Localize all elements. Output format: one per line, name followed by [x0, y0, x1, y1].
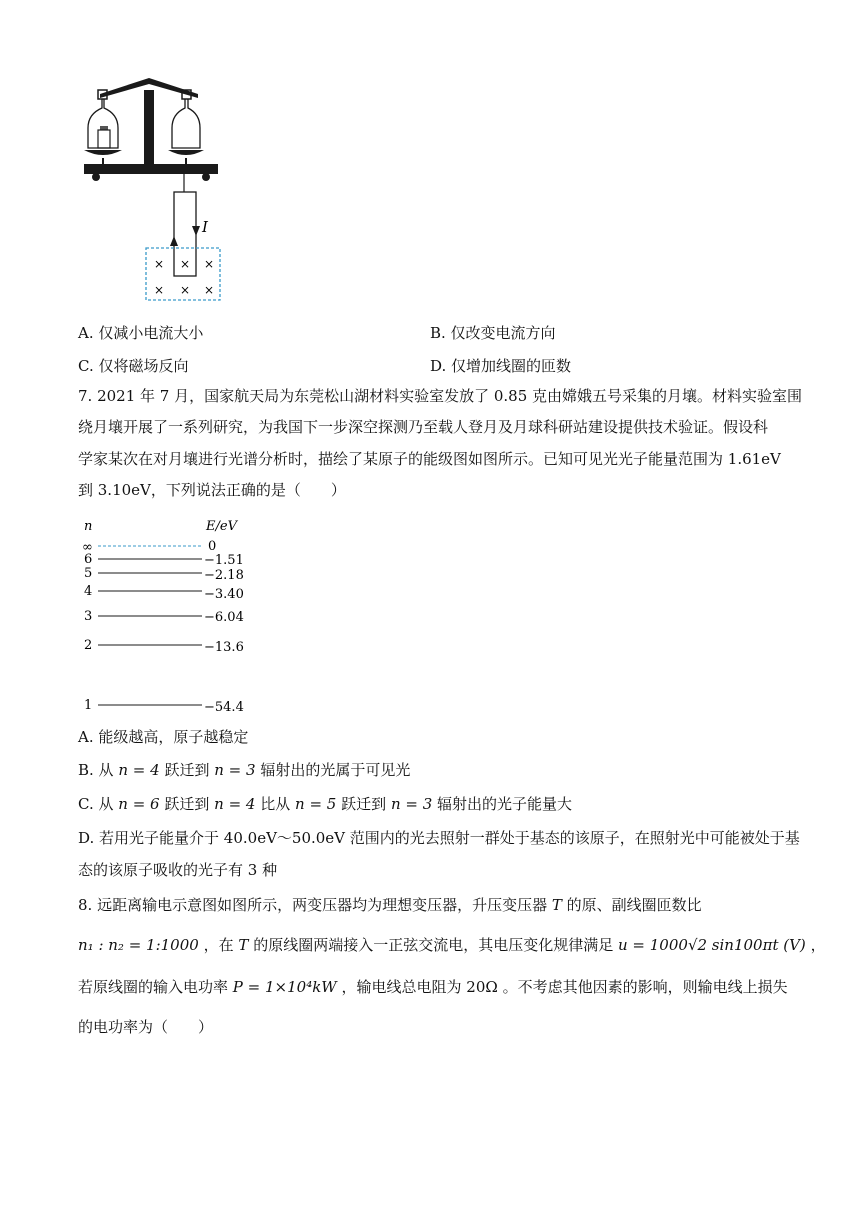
q7-stem-line-2: 绕月壤开展了一系列研究，为我国下一步深空探测乃至载人登月及月球科研站建设提供技术验证。假设科	[78, 418, 769, 436]
q7-option-b-level-1: n = 4	[118, 761, 160, 779]
q7-stem-line-1: 7. 2021 年 7 月，国家航天局为东莞松山湖材料实验室发放了 0.85 克由嫦娥五号采集的月壤。材料实验室围	[78, 387, 803, 405]
energy-header: E/eV	[206, 519, 237, 534]
q8-stem-line-3	[78, 976, 788, 998]
q8-line-2-c: ，	[810, 936, 826, 954]
q7-option-c	[78, 793, 572, 815]
q8-line-3-pre: 若原线圈的输入电功率	[78, 978, 229, 996]
q7-option-b-pre: B. 从	[78, 761, 114, 779]
level-e-4: −3.40	[204, 587, 244, 602]
q8-line-3-mid: ，输电线总电阻为	[341, 978, 462, 996]
q8-line-3-post: 。不考虑其他因素的影响，则输电线上损失	[502, 978, 788, 996]
q8-line-resistance: 20Ω	[466, 978, 498, 996]
q7-option-a: A. 能级越高，原子越稳定	[78, 728, 249, 746]
q6-option-d: D. 仅增加线圈的匝数	[430, 357, 572, 375]
level-n-3: 3	[84, 609, 93, 624]
q7-option-c-level-3: n = 5	[295, 795, 337, 813]
level-n-5: 5	[84, 566, 93, 581]
q8-voltage-formula: u = 1000√2 sin100πt (V)	[618, 936, 806, 954]
q8-stem-line-4: 的电功率为（ ）	[78, 1018, 214, 1036]
q6-option-a: A. 仅减小电流大小	[78, 324, 204, 342]
q7-option-b	[78, 759, 410, 781]
q7-option-b-mid: 跃迁到	[164, 761, 210, 779]
level-e-inf: 0	[208, 539, 217, 554]
q6-option-b: B. 仅改变电流方向	[430, 324, 556, 342]
q7-option-c-level-1: n = 6	[118, 795, 160, 813]
level-e-1: −54.4	[204, 700, 244, 714]
q8-transformer-symbol: T	[551, 896, 562, 914]
q8-line-2-b: 的原线圈两端接入一正弦交流电，其电压变化规律满足	[253, 936, 614, 954]
level-e-6: −1.51	[204, 553, 244, 568]
level-e-2: −13.6	[204, 640, 244, 655]
q7-option-c-mid-1: 跃迁到	[164, 795, 210, 813]
field-symbol: ×	[180, 283, 191, 297]
q7-stem-line-4: 到 3.10eV，下列说法正确的是（ ）	[78, 481, 346, 499]
q7-option-d-line-2: 态的该原子吸收的光子有 3 种	[78, 861, 278, 879]
q8-line-1-post: 的原、副线圈匝数比	[566, 896, 702, 914]
q7-option-d-line-1: D. 若用光子能量介于 40.0eV～50.0eV 范围内的光去照射一群处于基态的该原子，在照射光中可能被处于基	[78, 829, 800, 847]
level-n-6: 6	[84, 552, 93, 567]
level-e-3: −6.04	[204, 610, 244, 625]
q7-stem-line-3: 学家某次在对月壤进行光谱分析时，描绘了某原子的能级图如图所示。已知可见光光子能量范围为 1.61eV	[78, 450, 781, 468]
q8-transformer-symbol-2: T	[238, 936, 249, 954]
field-symbol: ×	[154, 257, 165, 271]
level-n-inf: ∞	[82, 540, 93, 555]
level-n-4: 4	[84, 584, 93, 599]
field-symbol: ×	[204, 283, 215, 297]
q6-option-c: C. 仅将磁场反向	[78, 357, 189, 375]
q7-option-b-post: 辐射出的光属于可见光	[260, 761, 411, 779]
q8-input-power: P = 1×10⁴kW	[232, 978, 337, 996]
current-label: I	[202, 218, 208, 236]
level-n-2: 2	[84, 638, 93, 653]
q8-stem-line-1	[78, 894, 702, 916]
q7-option-c-level-2: n = 4	[214, 795, 256, 813]
q7-option-b-level-2: n = 3	[214, 761, 256, 779]
q7-option-c-post: 辐射出的光子能量大	[437, 795, 573, 813]
q7-option-c-level-4: n = 3	[390, 795, 433, 813]
q7-option-c-mid-2: 比从	[260, 795, 291, 813]
energy-level-diagram	[80, 514, 270, 714]
n-header: n	[84, 519, 93, 534]
q8-stem-line-2	[78, 934, 826, 956]
level-e-5: −2.18	[204, 568, 244, 583]
q8-line-1-pre: 8. 远距离输电示意图如图所示，两变压器均为理想变压器，升压变压器	[78, 896, 548, 914]
q7-option-c-pre: C. 从	[78, 795, 114, 813]
q8-line-2-a: ，在	[203, 936, 234, 954]
q7-option-c-mid-3: 跃迁到	[341, 795, 387, 813]
field-symbol: ×	[204, 257, 215, 271]
level-n-1: 1	[84, 698, 93, 713]
field-symbol: ×	[154, 283, 165, 297]
balance-figure	[78, 70, 238, 306]
q8-turns-ratio: n₁ : n₂ = 1:1000	[78, 936, 199, 954]
field-symbol: ×	[180, 257, 191, 271]
